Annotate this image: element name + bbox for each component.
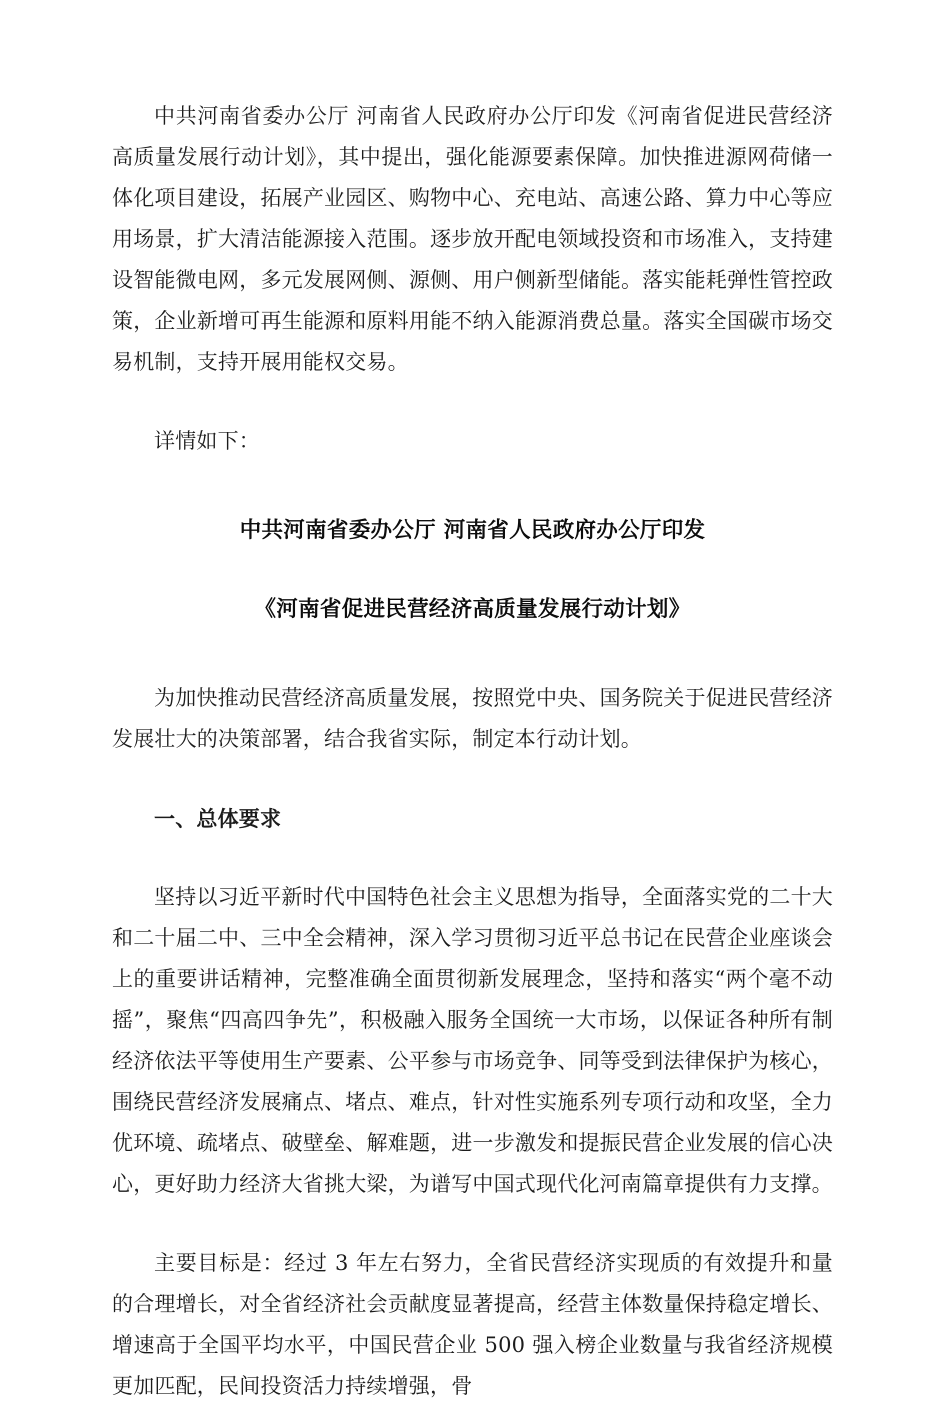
spacer — [112, 462, 833, 510]
lead-in-text: 详情如下： — [154, 429, 260, 453]
spacer — [112, 839, 833, 877]
document-title-line-2: 《河南省促进民营经济高质量发展行动计划》 — [254, 597, 691, 622]
section-1-paragraph-2: 主要目标是：经过 3 年左右努力，全省民营经济实现质的有效提升和量的合理增长，对全省经济社会贡献度显著提高，经营主体数量保持稳定增长、增速高于全国平均水平，中国民营企业 500 强入榜企业数量与我省经济规模更加匹配，民间投资活力持续增强，骨 — [112, 1251, 833, 1398]
spacer — [112, 1205, 833, 1243]
intro-paragraph: 中共河南省委办公厅 河南省人民政府办公厅印发《河南省促进民营经济高质量发展行动计划》，其中提出，强化能源要素保障。加快推进源网荷储一体化项目建设，拓展产业园区、购物中心、充电站、高速公路、算力中心等应用场景，扩大清洁能源接入范围。逐步放开配电领域投资和市场准入，支持建设智能微电网，多元发展网侧、源侧、用户侧新型储能。落实能耗弹性管控政策，企业新增可再生能源和原料用能不纳入能源消费总量。落实全国碳市场交易机制，支持开展用能权交易。 — [112, 104, 833, 374]
spacer — [112, 760, 833, 798]
spacer — [112, 551, 833, 589]
spacer — [112, 383, 833, 421]
document-title-line-1: 中共河南省委办公厅 河南省人民政府办公厅印发 — [239, 518, 706, 543]
section-heading-overall-requirements: 一、总体要求 — [154, 806, 282, 831]
preamble-paragraph: 为加快推动民营经济高质量发展，按照党中央、国务院关于促进民营经济发展壮大的决策部署，结合我省实际，制定本行动计划。 — [112, 686, 833, 751]
section-1-paragraph-1: 坚持以习近平新时代中国特色社会主义思想为指导，全面落实党的二十大和二十届二中、三中全会精神，深入学习贯彻习近平总书记在民营企业座谈会上的重要讲话精神，完整准确全面贯彻新发展理念，坚持和落实“两个毫不动摇”，聚焦“四高四争先”，积极融入服务全国统一大市场，以保证各种所有制经济依法平等使用生产要素、公平参与市场竞争、同等受到法律保护为核心，围绕民营经济发展痛点、堵点、难点，针对性实施系列专项行动和攻坚，全力优环境、疏堵点、破壁垒、解难题，进一步激发和提振民营企业发展的信心决心，更好助力经济大省挑大梁，为谱写中国式现代化河南篇章提供有力支撑。 — [112, 885, 833, 1196]
spacer — [112, 630, 833, 678]
document-content — [112, 96, 833, 1407]
